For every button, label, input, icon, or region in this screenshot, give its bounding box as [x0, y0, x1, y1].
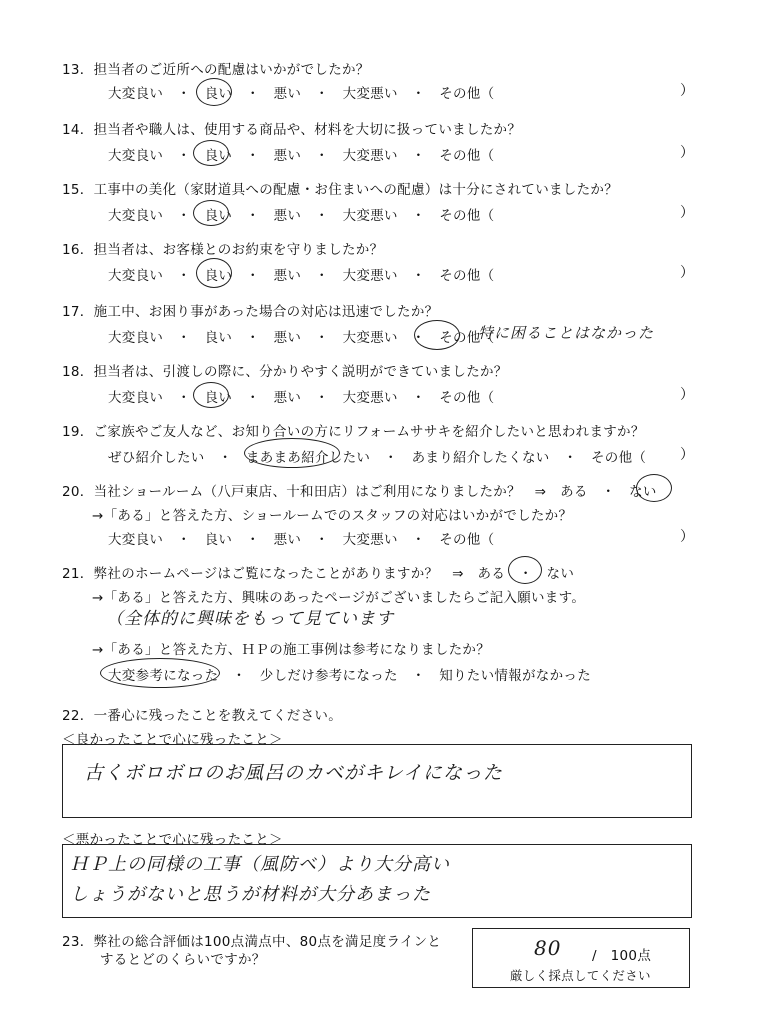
q21-sub-question-1: →「ある」と答えた方、興味のあったページがございましたらご記入願います。	[92, 590, 586, 606]
question-15: 15．工事中の美化（家財道具への配慮・お住まいへの配慮）は十分にされていましたか？	[62, 182, 618, 198]
q20-options: 大変良い ・ 良い ・ 悪い ・ 大変悪い ・ その他（	[108, 532, 495, 548]
q20-answer-circle	[636, 474, 672, 502]
q21-sub-question-2: →「ある」と答えた方、ＨＰの施工事例は参考になりましたか？	[92, 642, 491, 658]
question-21: 21．弊社のホームページはご覧になったことがありますか？ ⇒ ある ・ ない	[62, 566, 575, 582]
question-19: 19．ご家族やご友人など、お知り合いの方にリフォームササキを紹介したいと思われますか？	[62, 424, 645, 440]
q20-sub-question: →「ある」と答えた方、ショールームでのスタッフの対応はいかがでしたか？	[92, 508, 573, 524]
q20-close-paren: ）	[680, 529, 694, 545]
good-label: ＜良かったことで心に残ったこと＞	[62, 732, 283, 748]
q21-options: 大変参考になった ・ 少しだけ参考になった ・ 知りたい情報がなかった	[108, 668, 591, 684]
q16-close-paren: ）	[680, 265, 694, 281]
q21-answer-circle-2	[100, 658, 220, 688]
q17-options: 大変良い ・ 良い ・ 悪い ・ 大変悪い ・ その他（	[108, 330, 495, 346]
q15-answer-circle	[193, 200, 229, 226]
question-23: 23．弊社の総合評価は100点満点中、80点を満足度ラインと	[62, 934, 442, 950]
question-20: 20．当社ショールーム（八戸東店、十和田店）はご利用になりましたか？ ⇒ ある ・ ない	[62, 484, 657, 500]
good-answer-handwritten: 古くボロボロのお風呂のカベがキレイになった	[84, 762, 503, 784]
bad-label: ＜悪かったことで心に残ったこと＞	[62, 832, 283, 848]
question-13: 13．担当者のご近所への配慮はいかがでしたか？	[62, 62, 370, 78]
q16-options: 大変良い ・ 良い ・ 悪い ・ 大変悪い ・ その他（	[108, 268, 495, 284]
bad-answer-line-1: ＨＰ上の同様の工事（風防ベ）より大分高い	[70, 854, 450, 875]
score-suffix: / 100点	[592, 948, 652, 964]
question-18: 18．担当者は、引渡しの際に、分かりやすく説明ができていましたか？	[62, 364, 508, 380]
q19-options: ぜひ紹介したい ・ まあまあ紹介したい ・ あまり紹介したくない ・ その他（	[108, 450, 647, 466]
score-handwritten: 80	[534, 936, 562, 960]
q21-answer-circle	[508, 556, 542, 584]
question-22: 22．一番心に残ったことを教えてください。	[62, 708, 342, 724]
q16-answer-circle	[196, 258, 232, 288]
question-17: 17．施工中、お困り事があった場合の対応は迅速でしたか？	[62, 304, 439, 320]
question-23-line-2: するとどのくらいですか？	[100, 952, 266, 968]
q18-close-paren: ）	[680, 387, 694, 403]
q18-options: 大変良い ・ 良い ・ 悪い ・ 大変悪い ・ その他（	[108, 390, 495, 406]
q13-options: 大変良い ・ 良い ・ 悪い ・ 大変悪い ・ その他（	[108, 86, 495, 102]
question-16: 16．担当者は、お客様とのお約束を守りましたか？	[62, 242, 384, 258]
q13-answer-circle	[196, 78, 232, 106]
q14-options: 大変良い ・ 良い ・ 悪い ・ 大変悪い ・ その他（	[108, 148, 495, 164]
q15-options: 大変良い ・ 良い ・ 悪い ・ 大変悪い ・ その他（	[108, 208, 495, 224]
q13-close-paren: ）	[680, 83, 694, 99]
q17-answer-circle	[414, 320, 460, 350]
bad-answer-line-2: しょうがないと思うが材料が大分あまった	[70, 884, 431, 905]
q19-answer-circle	[244, 438, 340, 468]
q21-pages-handwritten: （全体的に興味をもって見ています	[106, 609, 394, 629]
score-note: 厳しく採点してください	[510, 968, 651, 983]
q14-answer-circle	[193, 140, 229, 166]
question-14: 14．担当者や職人は、使用する商品や、材料を大切に扱っていましたか？	[62, 122, 522, 138]
q17-other-handwritten: 特に困ることはなかった	[478, 324, 655, 342]
q15-close-paren: ）	[680, 205, 694, 221]
q18-answer-circle	[193, 382, 229, 408]
q14-close-paren: ）	[680, 145, 694, 161]
q19-close-paren: ）	[680, 447, 694, 463]
